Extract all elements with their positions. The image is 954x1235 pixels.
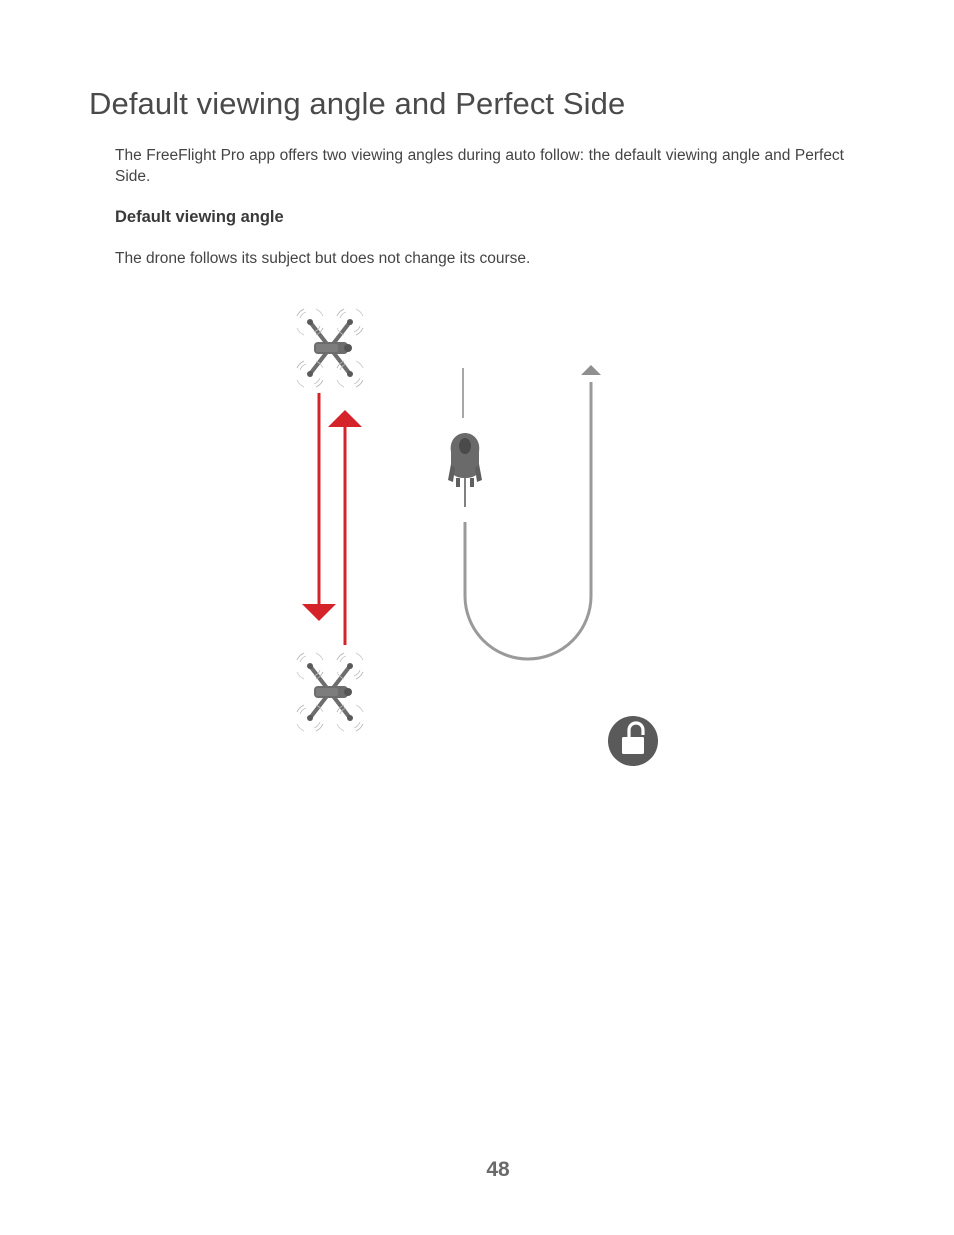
drone-icon (297, 309, 363, 387)
section-heading: Default viewing angle (115, 208, 284, 226)
arrow-up-icon (328, 410, 362, 645)
cyclist-icon (448, 433, 482, 507)
lock-icon (608, 716, 658, 766)
arrow-down-icon (302, 393, 336, 621)
drone-icon (297, 653, 363, 731)
page-number: 48 (486, 1158, 510, 1181)
follow-diagram (280, 300, 680, 780)
cyclist-path (463, 365, 601, 659)
page-title: Default viewing angle and Perfect Side (89, 86, 626, 121)
intro-paragraph: The FreeFlight Pro app offers two viewing angles during auto follow: the default viewing angle and Perfect Side. (115, 147, 844, 185)
section-description: The drone follows its subject but does not change its course. (115, 250, 531, 267)
